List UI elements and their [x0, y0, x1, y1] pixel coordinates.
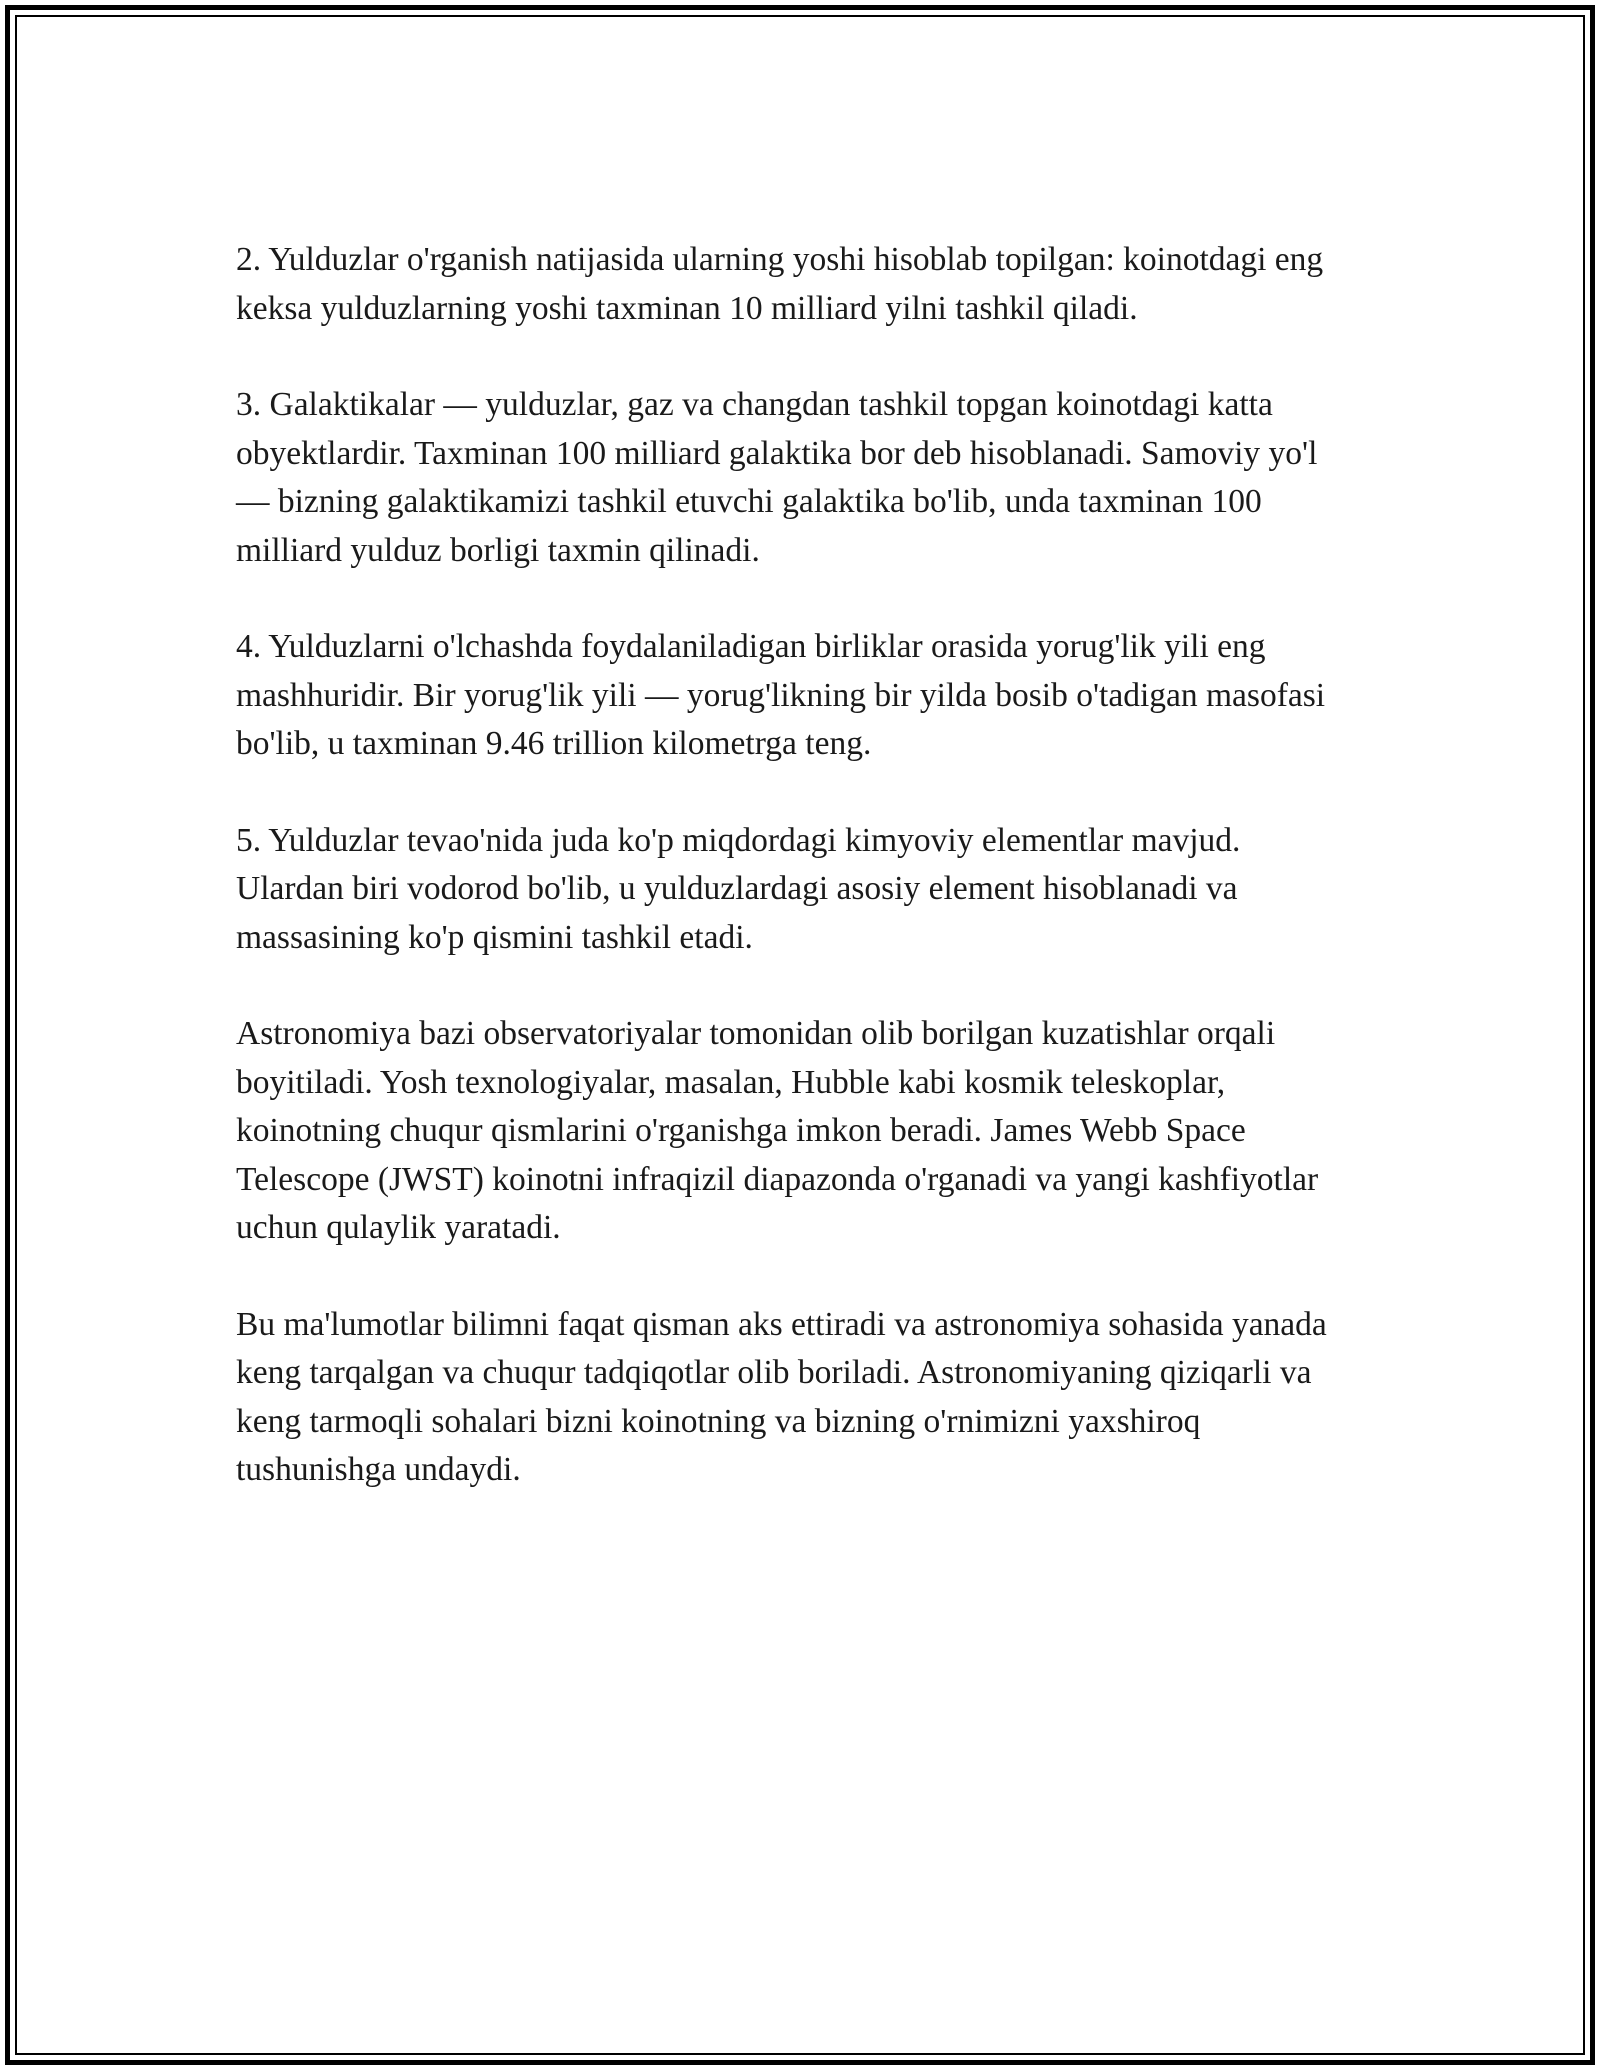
paragraph-star-age: 2. Yulduzlar o'rganish natijasida ularning yoshi hisoblab topilgan: koinotdagi eng keksa yulduzlarning yoshi taxminan 10 milliard yilni tashkil qiladi. — [236, 241, 1324, 327]
paragraph-chemical-elements: 5. Yulduzlar tevao'nida juda ko'p miqdordagi kimyoviy elementlar mavjud. Ulardan biri vodorod bo'lib, u yulduzlardagi asosiy element hisoblanadi va massasining ko'p qismini tashkil etadi. — [236, 821, 1241, 956]
document-body — [236, 236, 1356, 1543]
paragraph-galaxies: 3. Galaktikalar — yulduzlar, gaz va changdan tashkil topgan koinotdagi katta obyektlardir. Taxminan 100 milliard galaktika bor deb hisoblanadi. Samoviy yo'l — bizning galaktikamizi tashkil etuvchi galaktika bo'lib, unda taxminan 100 milliard yulduz borligi taxmin qilinadi. — [236, 386, 1318, 569]
paragraph-light-year: 4. Yulduzlarni o'lchashda foydalaniladigan birliklar orasida yorug'lik yili eng mashhuridir. Bir yorug'lik yili — yorug'likning bir yilda bosib o'tadigan masofasi bo'lib, u taxminan 9.46 trillion kilometrga teng. — [236, 628, 1326, 762]
paragraph-observatories: Astronomiya bazi observatoriyalar tomonidan olib borilgan kuzatishlar orqali boyitiladi. Yosh texnologiyalar, masalan, Hubble kabi kosmik teleskoplar, koinotning chuqur qismlarini o'rganishga imkon beradi. James Webb Space Telescope (JWST) koinotni infraqizil diapazonda o'rganadi va yangi kashfiyotlar uchun qulaylik yaratadi. — [236, 1015, 1319, 1246]
paragraph-conclusion: Bu ma'lumotlar bilimni faqat qisman aks ettiradi va astronomiya sohasida yanada keng tarqalgan va chuqur tadqiqotlar olib boriladi. Astronomiyaning qiziqarli va keng tarmoqli sohalari bizni koinotning va bizning o'rnimizni yaxshiroq tushunishga undaydi. — [236, 1305, 1327, 1488]
